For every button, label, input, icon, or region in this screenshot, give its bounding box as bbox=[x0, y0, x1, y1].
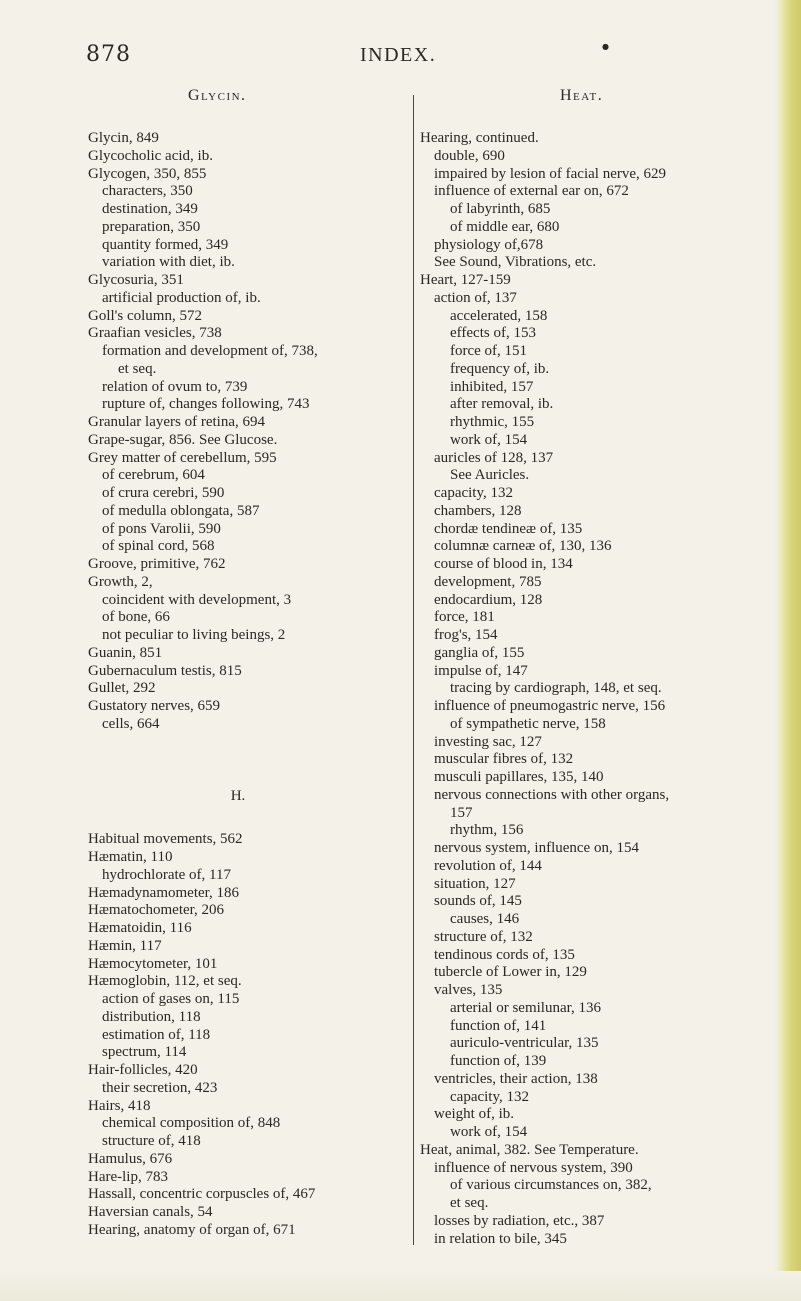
right-column-heading: Heat. bbox=[560, 87, 604, 104]
index-entry: tracing by cardiograph, 148, et seq. bbox=[450, 680, 662, 697]
index-entry: of cerebrum, 604 bbox=[102, 467, 205, 484]
index-entry: of sympathetic nerve, 158 bbox=[450, 715, 606, 732]
index-entry: Gubernaculum testis, 815 bbox=[88, 662, 242, 679]
index-entry: Glycin, 849 bbox=[88, 130, 159, 146]
index-entry: Hairs, 418 bbox=[88, 1097, 151, 1114]
index-entry: Glycogen, 350, 855 bbox=[88, 165, 207, 182]
index-entry: revolution of, 144 bbox=[434, 857, 542, 874]
index-entry: Goll's column, 572 bbox=[88, 307, 202, 324]
index-entry: capacity, 132 bbox=[434, 485, 513, 501]
section-letter-h: H. bbox=[230, 787, 246, 804]
index-entry: valves, 135 bbox=[434, 982, 503, 998]
index-entry: Hæmatoidin, 116 bbox=[88, 920, 192, 936]
index-entry: Groove, primitive, 762 bbox=[88, 556, 226, 572]
index-entry: structure of, 418 bbox=[102, 1133, 201, 1149]
index-entry: influence of pneumogastric nerve, 156 bbox=[434, 698, 666, 714]
index-entry: force, 181 bbox=[434, 609, 495, 626]
index-entry: investing sac, 127 bbox=[434, 733, 542, 750]
index-entry: impulse of, 147 bbox=[434, 662, 528, 679]
index-entry: Graafian vesicles, 738 bbox=[88, 325, 222, 342]
index-entry: situation, 127 bbox=[434, 875, 516, 892]
index-entry: auricles of 128, 137 bbox=[434, 449, 554, 466]
index-entry: musculi papillares, 135, 140 bbox=[434, 769, 604, 785]
index-entry: of crura cerebri, 590 bbox=[102, 485, 225, 501]
index-entry: influence of nervous system, 390 bbox=[434, 1159, 633, 1176]
index-entry: Grape-sugar, 856. See Glucose. bbox=[88, 431, 278, 448]
index-entry: structure of, 132 bbox=[434, 928, 533, 945]
index-entry: auriculo-ventricular, 135 bbox=[450, 1035, 599, 1052]
index-entry: Heart, 127-159 bbox=[420, 272, 511, 288]
index-entry: characters, 350 bbox=[102, 183, 193, 200]
index-entry: hydrochlorate of, 117 bbox=[102, 866, 231, 883]
page-bottom bbox=[0, 1271, 801, 1301]
index-entry: chambers, 128 bbox=[434, 502, 522, 519]
index-entry: arterial or semilunar, 136 bbox=[450, 999, 602, 1016]
index-entry: development, 785 bbox=[434, 573, 542, 590]
index-entry: of various circumstances on, 382, bbox=[450, 1177, 652, 1194]
index-entry: Glycosuria, 351 bbox=[88, 272, 184, 288]
index-entry: of middle ear, 680 bbox=[450, 218, 560, 235]
index-entry: frequency of, ib. bbox=[450, 360, 550, 377]
index-entry: tubercle of Lower in, 129 bbox=[434, 964, 587, 981]
index-entry: rupture of, changes following, 743 bbox=[102, 396, 310, 413]
index-entry: quantity formed, 349 bbox=[102, 236, 229, 253]
left-column bbox=[88, 130, 418, 1240]
index-entry: Hassall, concentric corpuscles of, 467 bbox=[88, 1186, 316, 1203]
index-entry: after removal, ib. bbox=[450, 396, 554, 413]
index-entry: Habitual movements, 562 bbox=[88, 831, 243, 848]
index-entry: work of, 154 bbox=[450, 431, 528, 448]
index-entry: effects of, 153 bbox=[450, 325, 536, 342]
index-entry: work of, 154 bbox=[450, 1124, 528, 1140]
index-entry: action of gases on, 115 bbox=[102, 991, 240, 1007]
index-entry: rhythmic, 155 bbox=[450, 414, 535, 430]
page-edge bbox=[775, 0, 801, 1301]
index-entry: double, 690 bbox=[434, 147, 505, 164]
index-entry: ganglia of, 155 bbox=[434, 644, 525, 661]
index-entry: relation of ovum to, 739 bbox=[102, 378, 248, 395]
index-entry: of bone, 66 bbox=[102, 609, 170, 626]
index-entry: endocardium, 128 bbox=[434, 591, 543, 608]
right-entries bbox=[420, 130, 770, 1248]
left-entries-g bbox=[88, 130, 418, 734]
index-entry: chordæ tendineæ of, 135 bbox=[434, 520, 583, 537]
index-entry: Hæmin, 117 bbox=[88, 937, 162, 954]
index-entry: Hearing, anatomy of organ of, 671 bbox=[88, 1221, 296, 1238]
index-entry: Hare-lip, 783 bbox=[88, 1168, 168, 1185]
index-entry: columnæ carneæ of, 130, 136 bbox=[434, 538, 612, 555]
index-entry: weight of, ib. bbox=[434, 1106, 514, 1123]
index-entry: et seq. bbox=[118, 360, 157, 377]
index-entry: causes, 146 bbox=[450, 911, 520, 927]
index-entry: inhibited, 157 bbox=[450, 378, 534, 395]
index-entry: sounds of, 145 bbox=[434, 893, 522, 910]
index-entry: Haversian canals, 54 bbox=[88, 1204, 213, 1220]
index-entry: Hæmoglobin, 112, et seq. bbox=[88, 973, 242, 990]
index-entry: Granular layers of retina, 694 bbox=[88, 414, 266, 430]
index-entry: Hearing, continued. bbox=[420, 130, 539, 146]
page-title: INDEX. bbox=[360, 44, 437, 66]
index-entry: Hæmatochometer, 206 bbox=[88, 902, 225, 919]
index-entry: accelerated, 158 bbox=[450, 307, 548, 324]
index-entry: Heat, animal, 382. See Temperature. bbox=[420, 1141, 639, 1158]
index-entry: nervous connections with other organs, bbox=[434, 786, 670, 803]
index-entry: Hæmocytometer, 101 bbox=[88, 955, 218, 972]
index-entry: of pons Varolii, 590 bbox=[102, 520, 221, 537]
index-entry: Guanin, 851 bbox=[88, 644, 163, 661]
index-entry: spectrum, 114 bbox=[102, 1044, 187, 1061]
left-column-heading: Glycin. bbox=[188, 87, 247, 104]
index-entry: variation with diet, ib. bbox=[102, 254, 235, 271]
index-entry: muscular fibres of, 132 bbox=[434, 751, 574, 768]
index-entry: Growth, 2, bbox=[88, 573, 153, 590]
index-entry: their secretion, 423 bbox=[102, 1079, 218, 1096]
index-entry: in relation to bile, 345 bbox=[434, 1230, 567, 1247]
index-entry: chemical composition of, 848 bbox=[102, 1115, 281, 1132]
index-entry: of spinal cord, 568 bbox=[102, 538, 215, 555]
index-entry: Grey matter of cerebellum, 595 bbox=[88, 449, 277, 466]
index-entry: formation and development of, 738, bbox=[102, 343, 318, 359]
index-entry: tendinous cords of, 135 bbox=[434, 946, 575, 963]
index-entry: nervous system, influence on, 154 bbox=[434, 840, 639, 856]
index-entry: of labyrinth, 685 bbox=[450, 201, 551, 217]
index-entry: capacity, 132 bbox=[450, 1088, 529, 1105]
index-entry: Gustatory nerves, 659 bbox=[88, 698, 221, 714]
index-entry: impaired by lesion of facial nerve, 629 bbox=[434, 165, 667, 182]
left-entries-h bbox=[88, 831, 418, 1239]
index-entry: artificial production of, ib. bbox=[102, 289, 261, 306]
dot-mark: ● bbox=[602, 42, 609, 51]
index-entry: losses by radiation, etc., 387 bbox=[434, 1212, 605, 1229]
index-entry: destination, 349 bbox=[102, 201, 198, 217]
right-column bbox=[420, 130, 770, 1248]
index-entry: Gullet, 292 bbox=[88, 680, 156, 697]
index-entry: Glycocholic acid, ib. bbox=[88, 147, 213, 164]
index-entry: Hamulus, 676 bbox=[88, 1150, 173, 1167]
index-entry: function of, 139 bbox=[450, 1053, 547, 1069]
index-entry: physiology of,678 bbox=[434, 236, 544, 253]
index-entry: not peculiar to living beings, 2 bbox=[102, 627, 286, 643]
index-entry: 157 bbox=[450, 804, 473, 821]
index-entry: Hæmadynamometer, 186 bbox=[88, 884, 240, 901]
index-entry: See Auricles. bbox=[450, 467, 530, 484]
index-entry: influence of external ear on, 672 bbox=[434, 183, 629, 200]
index-entry: frog's, 154 bbox=[434, 627, 498, 643]
index-entry: course of blood in, 134 bbox=[434, 556, 573, 572]
index-entry: force of, 151 bbox=[450, 343, 528, 359]
index-entry: rhythm, 156 bbox=[450, 822, 524, 839]
index-entry: distribution, 118 bbox=[102, 1008, 201, 1025]
index-entry: action of, 137 bbox=[434, 289, 517, 306]
index-entry: estimation of, 118 bbox=[102, 1026, 211, 1043]
index-entry: coincident with development, 3 bbox=[102, 591, 292, 608]
index-entry: Hair-follicles, 420 bbox=[88, 1062, 198, 1078]
index-entry: Hæmatin, 110 bbox=[88, 849, 173, 865]
index-entry: cells, 664 bbox=[102, 715, 160, 732]
index-entry: of medulla oblongata, 587 bbox=[102, 502, 260, 519]
index-entry: ventricles, their action, 138 bbox=[434, 1070, 598, 1087]
page-number: 878 bbox=[86, 42, 131, 67]
index-entry: preparation, 350 bbox=[102, 218, 201, 235]
index-entry: function of, 141 bbox=[450, 1017, 547, 1034]
index-entry: et seq. bbox=[450, 1195, 489, 1211]
index-entry: See Sound, Vibrations, etc. bbox=[434, 254, 597, 271]
